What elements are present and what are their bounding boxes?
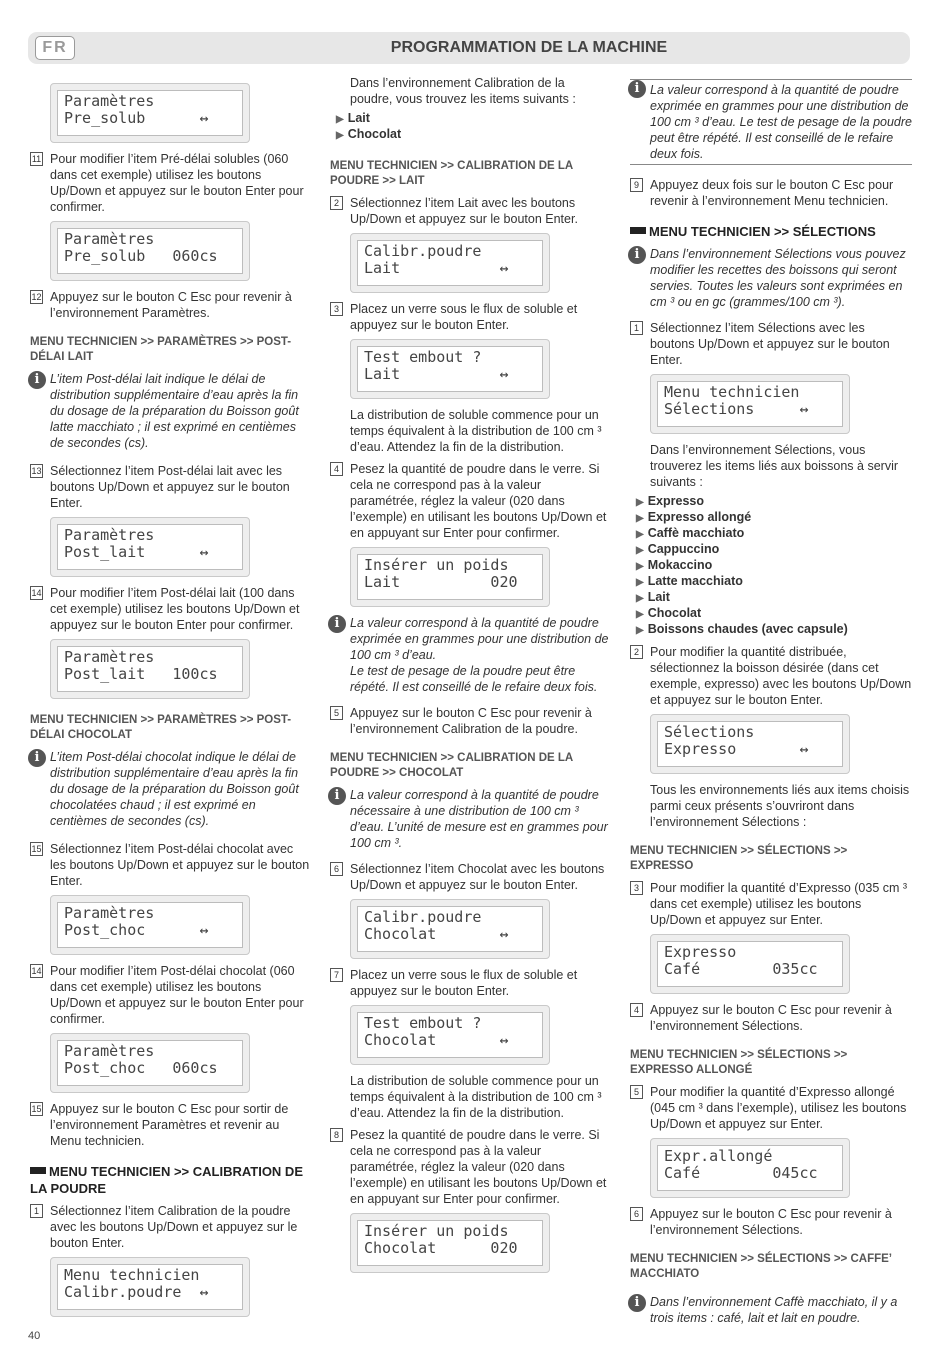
list-item: ▶ Latte macchiato: [636, 574, 912, 590]
lcd-line: Expr.allongé: [664, 1147, 773, 1165]
list-item: ▶ Chocolat: [636, 606, 912, 622]
column-left: [30, 75, 310, 1325]
info-text: La valeur correspond à la quantité de poudre nécessaire à une distribution de 100 cm ³ d’eau. L’unité de mesure est en grammes pour 100 cm ³.: [350, 788, 608, 850]
info-icon: i: [628, 246, 646, 264]
list-item: ▶ Expresso: [636, 494, 912, 510]
lcd-display: [650, 374, 850, 434]
lcd-line: Sélections ↔: [664, 400, 809, 418]
lcd-line: Pre_solub ↔: [64, 109, 209, 127]
step-item: [630, 177, 912, 209]
lcd-line: Expresso: [664, 943, 737, 961]
step-text: Pour modifier l’item Pré-délai solubles (060 dans cet exemple) utilisez les boutons Up/Down et appuyez sur le bouton Enter pour confirmer.: [50, 152, 304, 214]
step-text: Pesez la quantité de poudre dans le verre. Si cela ne correspond pas à la valeur paramétrée, réglez la valeur (020 dans l’exemple) en utilisant les boutons Up/Down et en appuyant sur Enter pour confirmer.: [350, 1128, 607, 1206]
step-item: [330, 967, 610, 999]
step-number: 8: [330, 1128, 343, 1142]
step-text: Appuyez sur le bouton C Esc pour revenir à l’environnement Sélections.: [650, 1207, 892, 1237]
info-note: [30, 749, 310, 829]
lcd-line: Paramètres: [64, 648, 155, 666]
section-bar: [30, 1167, 46, 1174]
info-text: L’item Post-délai lait indique le délai de distribution supplémentaire d’eau après la fin du dosage de la préparation du Boisson goût latte macchiato ; il est exprimé en centièmes de secondes (cs).: [50, 372, 299, 450]
lcd-display: [650, 934, 850, 994]
major-section-text: MENU TECHNICIEN >> SÉLECTIONS: [649, 224, 876, 239]
lcd-display: [350, 899, 550, 959]
step-item: [30, 963, 310, 1027]
body-text: Dans l’environnement Sélections, vous trouverez les items liés aux boissons à servir suivants :: [650, 443, 899, 489]
info-text: La valeur correspond à la quantité de poudre exprimée en grammes pour une distribution de 100 cm ³ d’eau. Le test de pesage de la poudre peut être répété. Il est conseillé de le refaire deux fois.: [650, 83, 912, 161]
lcd-line: Paramètres: [64, 526, 155, 544]
step-item: [30, 1101, 310, 1149]
step-item: [330, 861, 610, 893]
lcd-line: Expresso ↔: [664, 740, 809, 758]
step-item: [30, 585, 310, 633]
step-text: Sélectionnez l’item Post-délai lait avec les boutons Up/Down et appuyez sur le bouton Enter.: [50, 464, 290, 510]
lcd-line: Lait ↔: [364, 365, 509, 383]
lcd-line: Post_lait ↔: [64, 543, 209, 561]
major-section-text: MENU TECHNICIEN >> CALIBRATION DE LA POUDRE: [30, 1164, 303, 1196]
page-number: 40: [28, 1330, 41, 1342]
info-note: [330, 615, 610, 695]
list-item: ▶ Expresso allongé: [636, 510, 912, 526]
lcd-display: [50, 895, 250, 955]
step-item: [30, 289, 310, 321]
step-number: 12: [31, 292, 42, 302]
info-note: [630, 246, 912, 310]
info-icon: i: [28, 749, 46, 767]
lcd-line: Test embout ?: [364, 1014, 482, 1032]
step-text: Placez un verre sous le flux de soluble et appuyez sur le bouton Enter.: [350, 302, 578, 332]
step-text: Appuyez sur le bouton C Esc pour revenir à l’environnement Calibration de la poudre.: [350, 706, 592, 736]
lcd-line: Post_choc ↔: [64, 921, 209, 939]
step-text: Sélectionnez l’item Lait avec les boutons Up/Down et appuyez sur le bouton Enter.: [350, 196, 578, 226]
lcd-display: [50, 517, 250, 577]
lcd-line: Paramètres: [64, 1042, 155, 1060]
info-note: [630, 1294, 912, 1326]
info-icon: i: [328, 615, 346, 633]
step-number: 1: [30, 1204, 43, 1218]
step-text: Pour modifier la quantité d’Expresso allongé (045 cm ³ dans l’exemple), utilisez les boutons Up/Down et appuyez sur Enter.: [650, 1085, 907, 1131]
step-number: 6: [630, 1207, 643, 1221]
list-item: ▶ Cappuccino: [636, 542, 912, 558]
step-text: Sélectionnez l’item Sélections avec les boutons Up/Down et appuyez sur le bouton Enter.: [650, 321, 890, 367]
step-item: [30, 463, 310, 511]
step-number: 1: [630, 321, 643, 335]
step-text: Appuyez deux fois sur le bouton C Esc pour revenir à l’environnement Menu technicien.: [650, 178, 894, 208]
language-badge: FR: [35, 36, 75, 60]
lcd-line: Lait ↔: [364, 259, 509, 277]
lcd-line: Post_lait 100cs: [64, 665, 218, 683]
info-icon: i: [28, 371, 46, 389]
lcd-display: [50, 1033, 250, 1093]
info-note: [330, 787, 610, 851]
lcd-line: Chocolat ↔: [364, 1031, 509, 1049]
step-item: [330, 1127, 610, 1207]
lcd-display: [350, 1213, 550, 1273]
section-heading: MENU TECHNICIEN >> SÉLECTIONS >> EXPRESSO: [630, 845, 848, 872]
lcd-display: [350, 233, 550, 293]
section-bar: [630, 227, 646, 234]
step-number: 2: [630, 645, 643, 659]
section-heading: MENU TECHNICIEN >> SÉLECTIONS >> EXPRESSO ALLONGÉ: [630, 1049, 848, 1076]
body-text: La distribution de soluble commence pour un temps équivalent à la distribution de 100 cm ³ d’eau. Attendez la fin de la distribution.: [350, 408, 602, 454]
lcd-line: Paramètres: [64, 904, 155, 922]
lcd-display: [50, 221, 250, 281]
step-item: [330, 461, 610, 541]
section-heading: MENU TECHNICIEN >> PARAMÈTRES >> POST-DÉLAI CHOCOLAT: [30, 714, 292, 741]
lcd-line: Café 035cc: [664, 960, 818, 978]
step-text: Pour modifier l’item Post-délai chocolat (060 dans cet exemple) utilisez les boutons Up/Down et appuyez sur le bouton Enter pour confirmer.: [50, 964, 304, 1026]
lcd-display: [650, 714, 850, 774]
section-heading: MENU TECHNICIEN >> PARAMÈTRES >> POST- DÉLAI LAIT: [30, 336, 292, 363]
step-item: [630, 1206, 912, 1238]
lcd-line: Lait 020: [364, 573, 518, 591]
list-item: ▶ Boissons chaudes (avec capsule): [636, 622, 912, 638]
step-number: 6: [330, 862, 343, 876]
lcd-line: Paramètres: [64, 92, 155, 110]
lcd-display: [50, 83, 250, 143]
step-item: [330, 301, 610, 333]
step-number: 4: [630, 1003, 643, 1017]
major-section-heading: [30, 1163, 310, 1197]
intro-text: Dans l’environnement Calibration de la poudre, vous trouvez les items suivants :: [350, 76, 576, 106]
step-text: Sélectionnez l’item Post-délai chocolat avec les boutons Up/Down et appuyez sur le bouton Enter.: [50, 842, 310, 888]
column-middle: [330, 75, 610, 1281]
step-item: [30, 1203, 310, 1251]
lcd-line: Menu technicien: [64, 1266, 200, 1284]
lcd-line: Menu technicien: [664, 383, 800, 401]
info-note: [30, 371, 310, 451]
lcd-display: [350, 547, 550, 607]
section-heading: MENU TECHNICIEN >> CALIBRATION DE LA POUDRE >> CHOCOLAT: [330, 752, 573, 779]
lcd-line: Calibr.poudre ↔: [64, 1283, 209, 1301]
lcd-line: Insérer un poids: [364, 556, 509, 574]
step-text: Sélectionnez l’item Chocolat avec les boutons Up/Down et appuyez sur le bouton Enter.: [350, 862, 605, 892]
lcd-line: Test embout ?: [364, 348, 482, 366]
body-text: Tous les environnements liés aux items choisis parmi ceux présents s’ouvriront dans l’environnement Sélections :: [650, 783, 910, 829]
lcd-line: Insérer un poids: [364, 1222, 509, 1240]
page-header: [28, 32, 910, 64]
step-number: 15: [31, 844, 42, 854]
step-item: [30, 841, 310, 889]
lcd-line: Sélections: [664, 723, 755, 741]
step-text: Placez un verre sous le flux de soluble et appuyez sur le bouton Enter.: [350, 968, 578, 998]
lcd-line: Calibr.poudre: [364, 908, 482, 926]
step-item: [330, 195, 610, 227]
lcd-line: Chocolat 020: [364, 1239, 518, 1257]
info-text: La valeur correspond à la quantité de poudre exprimée en grammes pour une distribution de 100 cm ³ d’eau.: [350, 616, 609, 662]
step-item: [630, 320, 912, 368]
step-number: 4: [330, 462, 343, 476]
item-list: [636, 494, 912, 638]
step-item: [630, 1002, 912, 1034]
lcd-display: [350, 339, 550, 399]
section-heading: MENU TECHNICIEN >> CALIBRATION DE LA POUDRE >> LAIT: [330, 160, 573, 187]
step-number: 11: [31, 154, 42, 164]
step-number: 3: [330, 302, 343, 316]
step-item: [630, 1084, 912, 1132]
info-icon: i: [628, 1294, 646, 1312]
step-item: [630, 880, 912, 928]
info-text: Dans l’environnement Sélections vous pouvez modifier les recettes des boissons qui seront servies. Toutes les valeurs sont exprimées en cm ³ ou en gc (grammes/100 cm ³).: [650, 247, 906, 309]
step-text: Appuyez sur le bouton C Esc pour revenir à l’environnement Paramètres.: [50, 290, 292, 320]
step-number: 15: [31, 1104, 42, 1114]
lcd-line: Paramètres: [64, 230, 155, 248]
step-number: 2: [330, 196, 343, 210]
lcd-line: Chocolat ↔: [364, 925, 509, 943]
step-text: Sélectionnez l’item Calibration de la poudre avec les boutons Up/Down et appuyez sur le bouton Enter.: [50, 1204, 298, 1250]
list-item: ▶ Lait: [636, 590, 912, 606]
step-item: [30, 151, 310, 215]
info-note: [630, 79, 912, 165]
info-text: Le test de pesage de la poudre peut être répété. Il est conseillé de le refaire deux fois.: [350, 664, 598, 694]
item-list: [336, 111, 610, 143]
step-item: [330, 705, 610, 737]
step-number: 9: [630, 178, 643, 192]
list-item: ▶ Lait: [336, 111, 610, 127]
list-item: ▶ Chocolat: [336, 127, 610, 143]
step-number: 3: [630, 881, 643, 895]
info-text: L’item Post-délai chocolat indique le délai de distribution supplémentaire d’eau après la fin du dosage de la préparation du Boisson goût chocolatées chaud ; il est exprimé en centièmes de secondes (cs).: [50, 750, 299, 828]
page-title: PROGRAMMATION DE LA MACHINE: [390, 39, 668, 56]
lcd-display: [350, 1005, 550, 1065]
info-icon: i: [328, 787, 346, 805]
step-number: 13: [31, 466, 42, 476]
lcd-line: Post_choc 060cs: [64, 1059, 218, 1077]
step-number: 7: [330, 968, 343, 982]
step-text: Pesez la quantité de poudre dans le verre. Si cela ne correspond pas à la valeur paramétrée, réglez la valeur (020 dans l’exemple) en utilisant les boutons Up/Down et en appuyant sur Enter pour confirmer.: [350, 462, 607, 540]
section-heading: MENU TECHNICIEN >> SÉLECTIONS >> CAFFE’ MACCHIATO: [630, 1253, 892, 1280]
lcd-display: [50, 1257, 250, 1317]
column-right: [630, 75, 912, 1326]
body-text: La distribution de soluble commence pour un temps équivalent à la distribution de 100 cm ³ d’eau. Attendez la fin de la distribution.: [350, 1074, 602, 1120]
lcd-line: Café 045cc: [664, 1164, 818, 1182]
step-number: 14: [31, 966, 42, 976]
lcd-display: [650, 1138, 850, 1198]
step-text: Pour modifier la quantité d’Expresso (035 cm ³ dans cet exemple) utilisez les boutons Up/Down et appuyez sur Enter.: [650, 881, 908, 927]
step-text: Pour modifier la quantité distribuée, sélectionnez la boisson désirée (dans cet exemple, expresso) avec les boutons Up/Down et appuyez sur le bouton Enter.: [650, 645, 912, 707]
step-number: 14: [31, 588, 42, 598]
lcd-display: [50, 639, 250, 699]
major-section-heading: [630, 223, 912, 240]
info-icon: i: [628, 80, 646, 98]
list-item: ▶ Mokaccino: [636, 558, 912, 574]
step-text: Appuyez sur le bouton C Esc pour sortir de l’environnement Paramètres et revenir au Menu technicien.: [50, 1102, 289, 1148]
info-text: Dans l’environnement Caffè macchiato, il y a trois items : café, lait et lait en poudre.: [650, 1295, 898, 1325]
step-text: Pour modifier l’item Post-délai lait (100 dans cet exemple) utilisez les boutons Up/Down et appuyez sur le bouton Enter pour confirmer.: [50, 586, 300, 632]
step-number: 5: [330, 706, 343, 720]
list-item: ▶ Caffè macchiato: [636, 526, 912, 542]
lcd-line: Calibr.poudre: [364, 242, 482, 260]
step-item: [630, 644, 912, 708]
lcd-line: Pre_solub 060cs: [64, 247, 218, 265]
step-text: Appuyez sur le bouton C Esc pour revenir à l’environnement Sélections.: [650, 1003, 892, 1033]
step-number: 5: [630, 1085, 643, 1099]
